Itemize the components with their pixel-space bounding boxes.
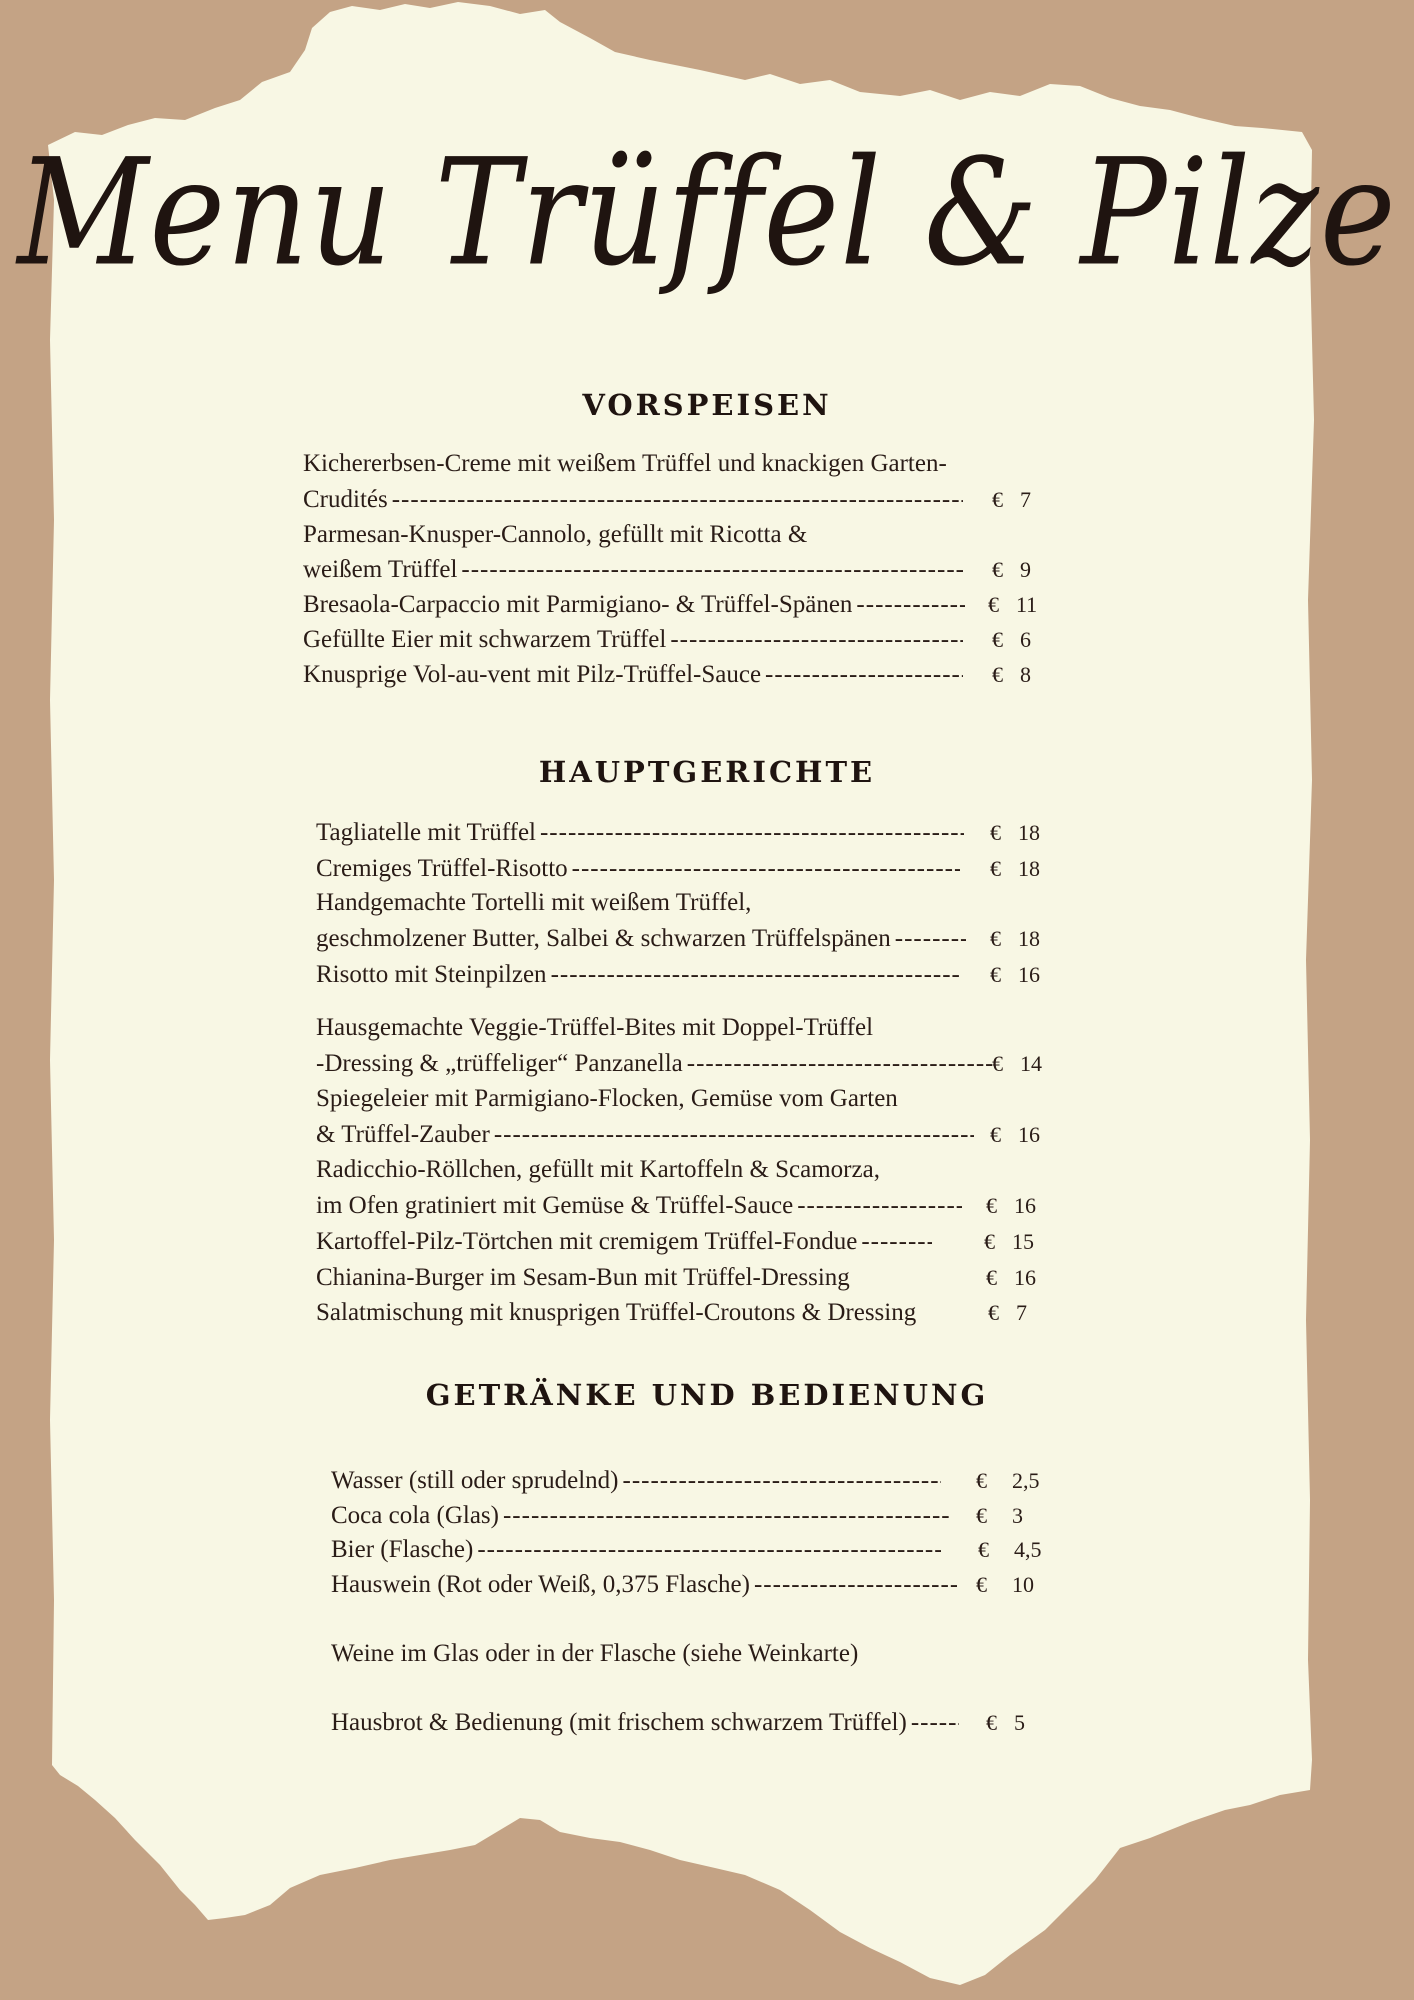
price: € 9 (992, 557, 1031, 582)
dotted-leader (551, 957, 960, 993)
menu-item-line (316, 957, 960, 993)
menu-item-line (331, 1463, 941, 1499)
menu-item-line (316, 1046, 992, 1082)
price: € 6 (992, 627, 1031, 652)
price: € 7 (988, 1300, 1027, 1325)
price: € 16 (990, 1122, 1040, 1147)
price: € 4,5 (978, 1537, 1042, 1562)
menu-item-text: im Ofen gratiniert mit Gemüse & Trüffel-Sauce (316, 1192, 794, 1219)
dotted-leader (765, 657, 963, 693)
dotted-leader (392, 482, 963, 518)
price: € 10 (976, 1572, 1034, 1597)
menu-item-text: -Dressing & „trüffeliger“ Panzanella (316, 1050, 683, 1077)
menu-item-text: Kichererbsen-Creme mit weißem Trüffel und knackigen Garten- (303, 450, 947, 477)
section-heading-getraenke: GETRÄNKE UND BEDIENUNG (425, 1378, 989, 1412)
menu-item-text: Bier (Flasche) (331, 1536, 474, 1563)
menu-item-line (331, 1705, 959, 1741)
dotted-leader (461, 552, 963, 588)
dotted-leader (477, 1532, 941, 1568)
menu-item-text: & Trüffel-Zauber (316, 1121, 490, 1148)
menu-item-line (316, 1117, 974, 1153)
menu-item-text: Gefüllte Eier mit schwarzem Trüffel (303, 626, 667, 653)
dotted-leader (856, 587, 965, 623)
menu-item-text: Hausbrot & Bedienung (mit frischem schwarzem Trüffel) (331, 1709, 907, 1736)
menu-item-text: Risotto mit Steinpilzen (316, 961, 547, 988)
menu-item-line (303, 657, 963, 693)
menu-item-text: Cremiges Trüffel-Risotto (316, 855, 568, 882)
menu-item-text: Handgemachte Tortelli mit weißem Trüffel, (316, 889, 752, 916)
menu-item-line (303, 587, 965, 623)
menu-item-line (331, 1498, 949, 1534)
menu-item-text: geschmolzener Butter, Salbei & schwarzen Trüffelspänen (316, 925, 891, 952)
price: € 7 (992, 487, 1031, 512)
menu-item-line (316, 1152, 976, 1188)
price: € 16 (986, 1265, 1036, 1290)
menu-item-line (316, 1224, 932, 1260)
menu-item-line (316, 1010, 976, 1046)
menu-item-text: Wasser (still oder sprudelnd) (331, 1467, 619, 1494)
price: € 3 (976, 1503, 1023, 1528)
menu-item-line (316, 885, 976, 921)
menu-item-line (316, 851, 960, 887)
menu-item-text: Crudités (303, 486, 388, 513)
price: € 11 (988, 592, 1038, 617)
dotted-leader (572, 851, 960, 887)
dotted-leader (670, 622, 963, 658)
price: € 16 (990, 962, 1040, 987)
price: € 14 (992, 1051, 1042, 1076)
dotted-leader (754, 1567, 957, 1603)
dotted-leader (911, 1705, 959, 1741)
dotted-leader (797, 1188, 962, 1224)
menu-item-text: Kartoffel-Pilz-Törtchen mit cremigem Trüffel-Fondue (316, 1228, 858, 1255)
menu-item-line (316, 1188, 962, 1224)
menu-item-line (331, 1532, 941, 1568)
menu-title: Menu Trüffel & Pilze (17, 127, 1397, 300)
menu-item-line (316, 815, 964, 851)
menu-item-text: weißem Trüffel (303, 556, 458, 583)
menu-item-line (303, 622, 963, 658)
menu-item-line (303, 517, 963, 553)
section-heading-vorspeisen: VORSPEISEN (582, 388, 832, 422)
menu-item-line (303, 552, 963, 588)
menu-item-line (316, 921, 966, 957)
menu-item-line (316, 1081, 976, 1117)
menu-item-line (316, 1260, 976, 1296)
menu-item-text: Salatmischung mit knusprigen Trüffel-Croutons & Dressing (316, 1299, 917, 1326)
dotted-leader (503, 1498, 949, 1534)
menu-item-line (331, 1636, 991, 1672)
menu-item-text: Bresaola-Carpaccio mit Parmigiano- & Trüffel-Spänen (303, 591, 853, 618)
price: € 5 (986, 1710, 1025, 1735)
dotted-leader (494, 1117, 974, 1153)
menu-item-text: Tagliatelle mit Trüffel (316, 819, 536, 846)
price: € 15 (984, 1229, 1034, 1254)
menu-item-text: Hausgemachte Veggie-Trüffel-Bites mit Doppel-Trüffel (316, 1014, 874, 1041)
price: € 2,5 (976, 1468, 1040, 1493)
price: € 8 (992, 662, 1031, 687)
price: € 16 (986, 1193, 1036, 1218)
menu-item-line (331, 1567, 957, 1603)
dotted-leader (861, 1224, 932, 1260)
price: € 18 (990, 856, 1040, 881)
price: € 18 (990, 926, 1040, 951)
menu-item-text: Weine im Glas oder in der Flasche (siehe Weinkarte) (331, 1640, 859, 1667)
menu-item-text: Coca cola (Glas) (331, 1502, 499, 1529)
menu-item-text: Knusprige Vol-au-vent mit Pilz-Trüffel-Sauce (303, 661, 762, 688)
price: € 18 (990, 820, 1040, 845)
menu-item-text: Hauswein (Rot oder Weiß, 0,375 Flasche) (331, 1571, 750, 1598)
menu-item-line (303, 482, 963, 518)
menu-item-line (316, 1295, 980, 1331)
dotted-leader (540, 815, 964, 851)
menu-item-text: Chianina-Burger im Sesam-Bun mit Trüffel-Dressing (316, 1264, 850, 1291)
menu-item-line (303, 446, 1013, 482)
dotted-leader (687, 1046, 992, 1082)
dotted-leader (895, 921, 966, 957)
menu-item-text: Radicchio-Röllchen, gefüllt mit Kartoffeln & Scamorza, (316, 1156, 880, 1183)
menu-item-text: Spiegeleier mit Parmigiano-Flocken, Gemüse vom Garten (316, 1085, 898, 1112)
section-heading-hauptgerichte: HAUPTGERICHTE (538, 755, 876, 789)
dotted-leader (623, 1463, 942, 1499)
menu-item-text: Parmesan-Knusper-Cannolo, gefüllt mit Ricotta & (303, 521, 808, 548)
